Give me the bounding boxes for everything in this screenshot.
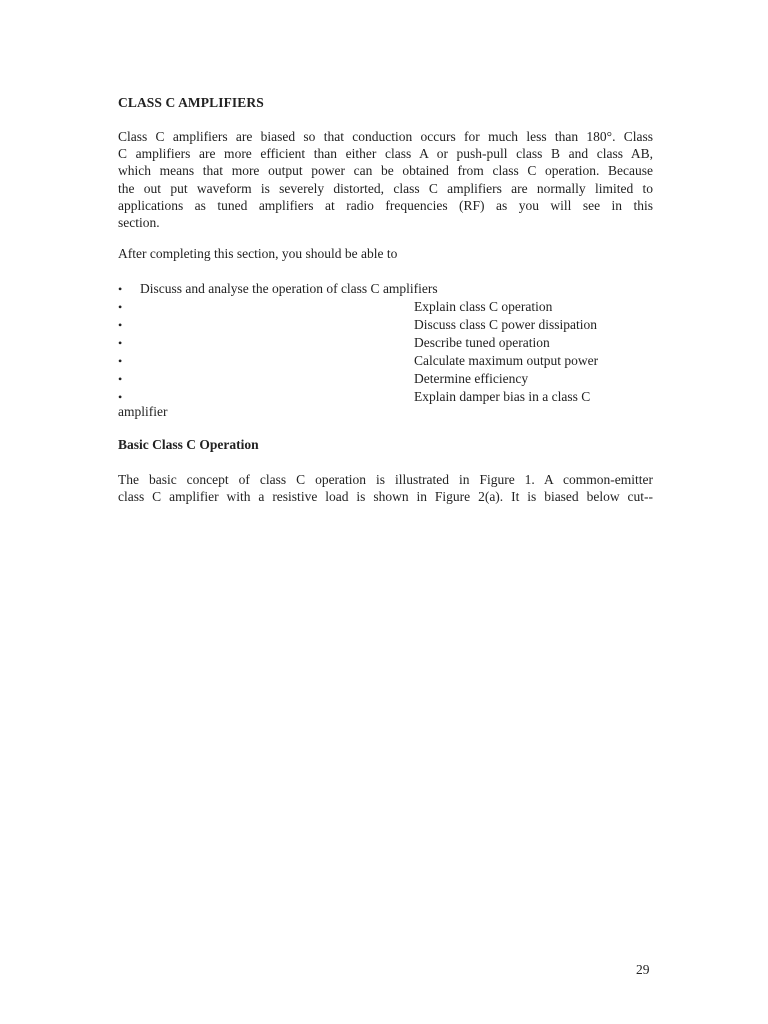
basic-operation-paragraph [118, 471, 653, 505]
bullet-icon: • [118, 336, 123, 350]
list-item [118, 316, 653, 334]
bullet-icon: • [118, 282, 123, 296]
list-item [118, 352, 653, 370]
intro-line: Class C amplifiers are biased so that conduction occurs for much less than 180°. Class [118, 129, 653, 144]
bullet-icon: • [118, 390, 123, 404]
list-item [118, 388, 653, 406]
intro-line: C amplifiers are more efficient than either class A or push-pull class B and class AB, [118, 146, 653, 162]
list-item-text: Determine efficiency [414, 371, 529, 386]
bullet-icon: • [118, 318, 123, 332]
bullet-icon: • [118, 372, 123, 386]
section-heading: Basic Class C Operation [118, 437, 259, 452]
list-item-text: Calculate maximum output power [414, 353, 599, 368]
body-line: The basic concept of class C operation is illustrated in Figure 1. A common-emitter [118, 472, 653, 487]
intro-paragraph [118, 128, 653, 231]
list-item [118, 334, 653, 352]
list-item-text: Discuss and analyse the operation of class C amplifiers [140, 281, 438, 296]
list-item-text: Describe tuned operation [414, 335, 550, 350]
intro-line: which means that more output power can be obtained from class C operation. Because [118, 163, 653, 179]
list-item-text: Discuss class C power dissipation [414, 317, 597, 332]
list-item [118, 370, 653, 388]
intro-line: section. [118, 215, 160, 231]
objectives-list [118, 280, 653, 406]
intro-line: the out put waveform is severely distorted, class C amplifiers are normally limited to [118, 180, 653, 196]
bullet-icon: • [118, 354, 123, 368]
objectives-wrap-text: amplifier [118, 404, 168, 419]
list-item-text: Explain damper bias in a class C [414, 389, 591, 404]
page-title: CLASS C AMPLIFIERS [118, 95, 264, 110]
list-item [118, 280, 653, 298]
list-item-text: Explain class C operation [414, 299, 553, 314]
intro-line: applications as tuned amplifiers at radio frequencies (RF) as you will see in this [118, 197, 653, 213]
page-number: 29 [636, 962, 650, 977]
objectives-lead: After completing this section, you should be able to [118, 246, 398, 261]
bullet-icon: • [118, 300, 123, 314]
body-line: class C amplifier with a resistive load is shown in Figure 2(a). It is biased below cut-- [118, 489, 653, 505]
list-item [118, 298, 653, 316]
